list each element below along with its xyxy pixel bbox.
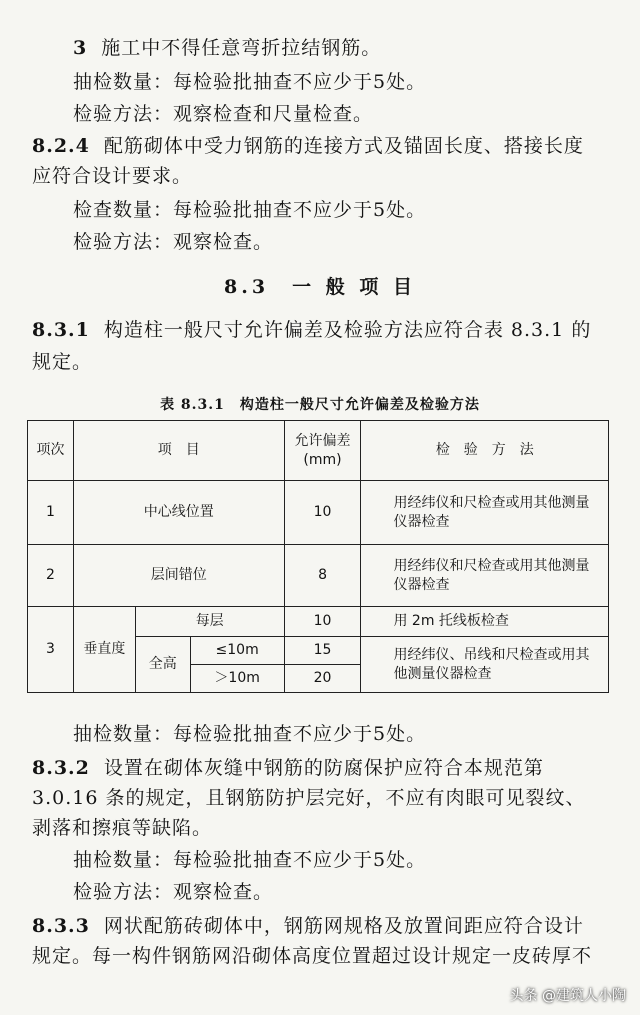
row-method: 用 2m 托线板检查 [361,607,609,637]
clause-text: 设置在砌体灰缝中钢筋的防腐保护应符合本规范第 [103,757,544,779]
header-no: 项次 [28,421,74,481]
clause-8-3-1 [32,318,591,342]
sub-item-per-floor: 每层 [135,607,284,637]
method-line: 仪器检查 [393,513,450,530]
header-tolerance-unit: (mm) [303,451,342,468]
row-tolerance: 20 [284,665,361,693]
clause-text: 配筋砌体中受力钢筋的连接方式及锚固长度、搭接长度 [103,135,584,157]
clause-8-3-2-cont: 3.0.16 条的规定，且钢筋防护层完好，不应有肉眼可见裂纹、 [32,787,586,809]
row-tolerance: 10 [284,481,361,545]
table-caption: 表 8.3.1 构造柱一般尺寸允许偏差及检验方法 [160,397,480,413]
height-range: ＞10m [190,665,284,693]
clause-number: 8.2.4 [32,135,90,157]
inspection-count: 抽检数量：每检验批抽查不应少于5处。 [73,71,427,93]
header-item: 项 目 [73,421,284,481]
clause-text: 构造柱一般尺寸允许偏差及检验方法应符合表 8.3.1 的 [103,319,592,341]
method-line: 用经纬仪和尺检查或用其他测量 [393,557,590,574]
clause-text: 网状配筋砖砌体中，钢筋网规格及放置间距应符合设计 [103,915,584,937]
inspection-method: 检验方法：观察检查和尺量检查。 [73,103,374,125]
height-range: ≤10m [190,637,284,665]
row-no: 2 [28,545,74,607]
tolerance-table [27,420,609,693]
inspection-count: 检查数量：每检验批抽查不应少于5处。 [73,199,427,221]
clause-number: 3 [73,37,88,59]
clause-text: 施工中不得任意弯折拉结钢筋。 [101,37,382,59]
row-tolerance: 8 [284,545,361,607]
table-row [28,481,609,545]
clause-8-3-3 [32,914,584,938]
method-line: 用经纬仪、吊线和尺检查或用其 [393,646,590,663]
table-header-row [28,421,609,481]
method-line: 仪器检查 [393,576,450,593]
method-line: 用经纬仪和尺检查或用其他测量 [393,494,590,511]
table-row [28,545,609,607]
inspection-method: 检验方法：观察检查。 [73,881,274,903]
clause-number: 8.3.1 [32,319,90,341]
row-method [361,637,609,693]
clause-number: 8.3.3 [32,915,90,937]
section-title: 8.3 一 般 项 目 [224,276,416,298]
table-row [28,607,609,637]
watermark: 头条 @建筑人小陶 [509,988,626,1004]
clause-8-2-4 [32,134,584,158]
row-method [361,545,609,607]
row-tolerance: 15 [284,637,361,665]
clause-8-3-2-cont: 剥落和擦痕等缺陷。 [32,817,213,839]
inspection-method: 检验方法：观察检查。 [73,231,274,253]
method-line: 他测量仪器检查 [393,665,492,682]
clause-8-3-1-cont: 规定。 [32,351,93,373]
inspection-count: 抽检数量：每检验批抽查不应少于5处。 [73,849,427,871]
inspection-count: 抽检数量：每检验批抽查不应少于5处。 [73,723,427,745]
row-no: 1 [28,481,74,545]
header-tolerance-label: 允许偏差 [294,432,351,449]
clause-8-2-4-cont: 应符合设计要求。 [32,165,193,187]
row-method [361,481,609,545]
row-item: 中心线位置 [73,481,284,545]
clause-8-3-3-cont: 规定。每一构件钢筋网沿砌体高度位置超过设计规定一皮砖厚不 [32,945,593,967]
clause-3 [73,36,381,60]
row-no: 3 [28,607,74,693]
row-tolerance: 10 [284,607,361,637]
clause-number: 8.3.2 [32,757,90,779]
sub-item-full-height: 全高 [135,637,190,693]
header-tolerance [284,421,361,481]
row-item: 垂直度 [73,607,135,693]
header-method: 检 验 方 法 [361,421,609,481]
clause-8-3-2 [32,756,544,780]
row-item: 层间错位 [73,545,284,607]
